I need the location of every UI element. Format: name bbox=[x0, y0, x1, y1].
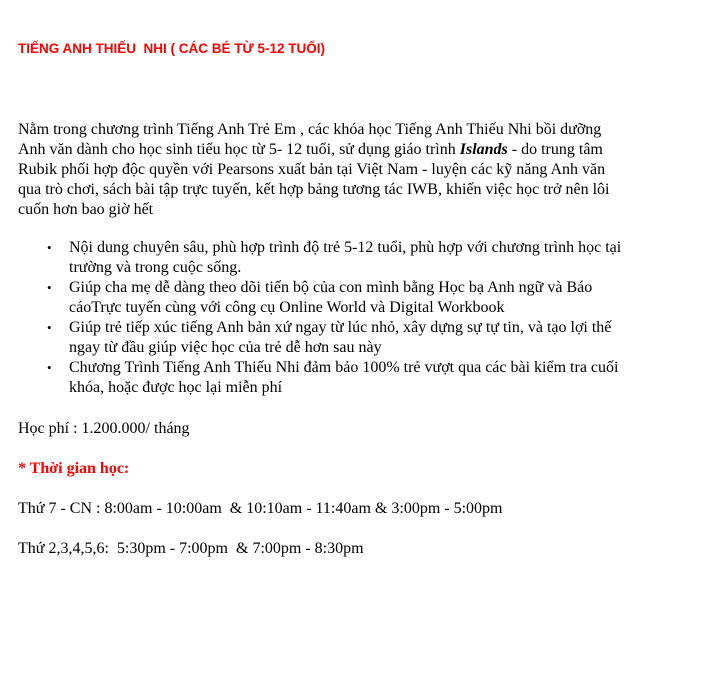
bullet-icon: • bbox=[47, 240, 52, 255]
intro-line: cuốn hơn bao giờ hết bbox=[18, 201, 154, 218]
textbook-name: Islands bbox=[459, 141, 508, 158]
bullet-icon: • bbox=[47, 320, 52, 335]
feature-line: khóa, hoặc được học lại miễn phí bbox=[69, 379, 283, 396]
feature-line: cáoTrực tuyến cùng với công cụ Online World và Digital Workbook bbox=[69, 299, 505, 316]
intro-line: Nằm trong chương trình Tiếng Anh Trẻ Em , các khóa học Tiếng Anh Thiếu Nhi bồi dưỡng bbox=[18, 121, 602, 138]
page-title: TIẾNG ANH THIẾU NHI ( CÁC BÉ TỪ 5-12 TUỔI) bbox=[18, 41, 325, 56]
intro-line-text: - do trung tâm bbox=[507, 141, 603, 158]
intro-line-text: Anh văn dành cho học sinh tiểu học từ 5- 12 tuổi, sử dụng giáo trình bbox=[18, 141, 460, 158]
feature-line: ngay từ đầu giúp việc học của trẻ dễ hơn sau này bbox=[69, 339, 382, 356]
feature-line: trường và trong cuộc sống. bbox=[69, 259, 242, 276]
bullet-icon: • bbox=[47, 360, 52, 375]
feature-line: Nội dung chuyên sâu, phù hợp trình độ trẻ 5-12 tuổi, phù hợp với chương trình học tại bbox=[69, 239, 622, 256]
tuition-fee: Học phí : 1.200.000/ tháng bbox=[18, 420, 190, 437]
feature-line: Giúp trẻ tiếp xúc tiếng Anh bản xứ ngay từ lúc nhỏ, xây dựng sự tự tin, và tạo lợi thế bbox=[69, 319, 612, 336]
intro-paragraph bbox=[18, 120, 678, 220]
schedule-heading: * Thời gian học: bbox=[18, 460, 130, 477]
schedule-weekend: Thứ 7 - CN : 8:00am - 10:00am & 10:10am - 11:40am & 3:00pm - 5:00pm bbox=[18, 500, 503, 517]
intro-line: Rubik phối hợp độc quyền với Pearsons xuất bản tại Việt Nam - luyện các kỹ năng Anh văn bbox=[18, 161, 606, 178]
feature-line: Chương Trình Tiếng Anh Thiếu Nhi đảm bảo 100% trẻ vượt qua các bài kiểm tra cuối bbox=[69, 359, 619, 376]
list-item bbox=[18, 278, 688, 318]
bullet-icon: • bbox=[47, 280, 52, 295]
intro-line: qua trò chơi, sách bài tập trực tuyến, kết hợp bảng tương tác IWB, khiến việc học trở nên lôi bbox=[18, 181, 610, 198]
list-item bbox=[18, 238, 688, 278]
list-item bbox=[18, 358, 688, 398]
intro-line bbox=[18, 140, 678, 160]
feature-line: Giúp cha mẹ dễ dàng theo dõi tiến bộ của con mình bằng Học bạ Anh ngữ và Báo bbox=[69, 279, 593, 296]
schedule-weekday: Thứ 2,3,4,5,6: 5:30pm - 7:00pm & 7:00pm - 8:30pm bbox=[18, 540, 364, 557]
list-item bbox=[18, 318, 688, 358]
feature-list bbox=[18, 238, 688, 398]
